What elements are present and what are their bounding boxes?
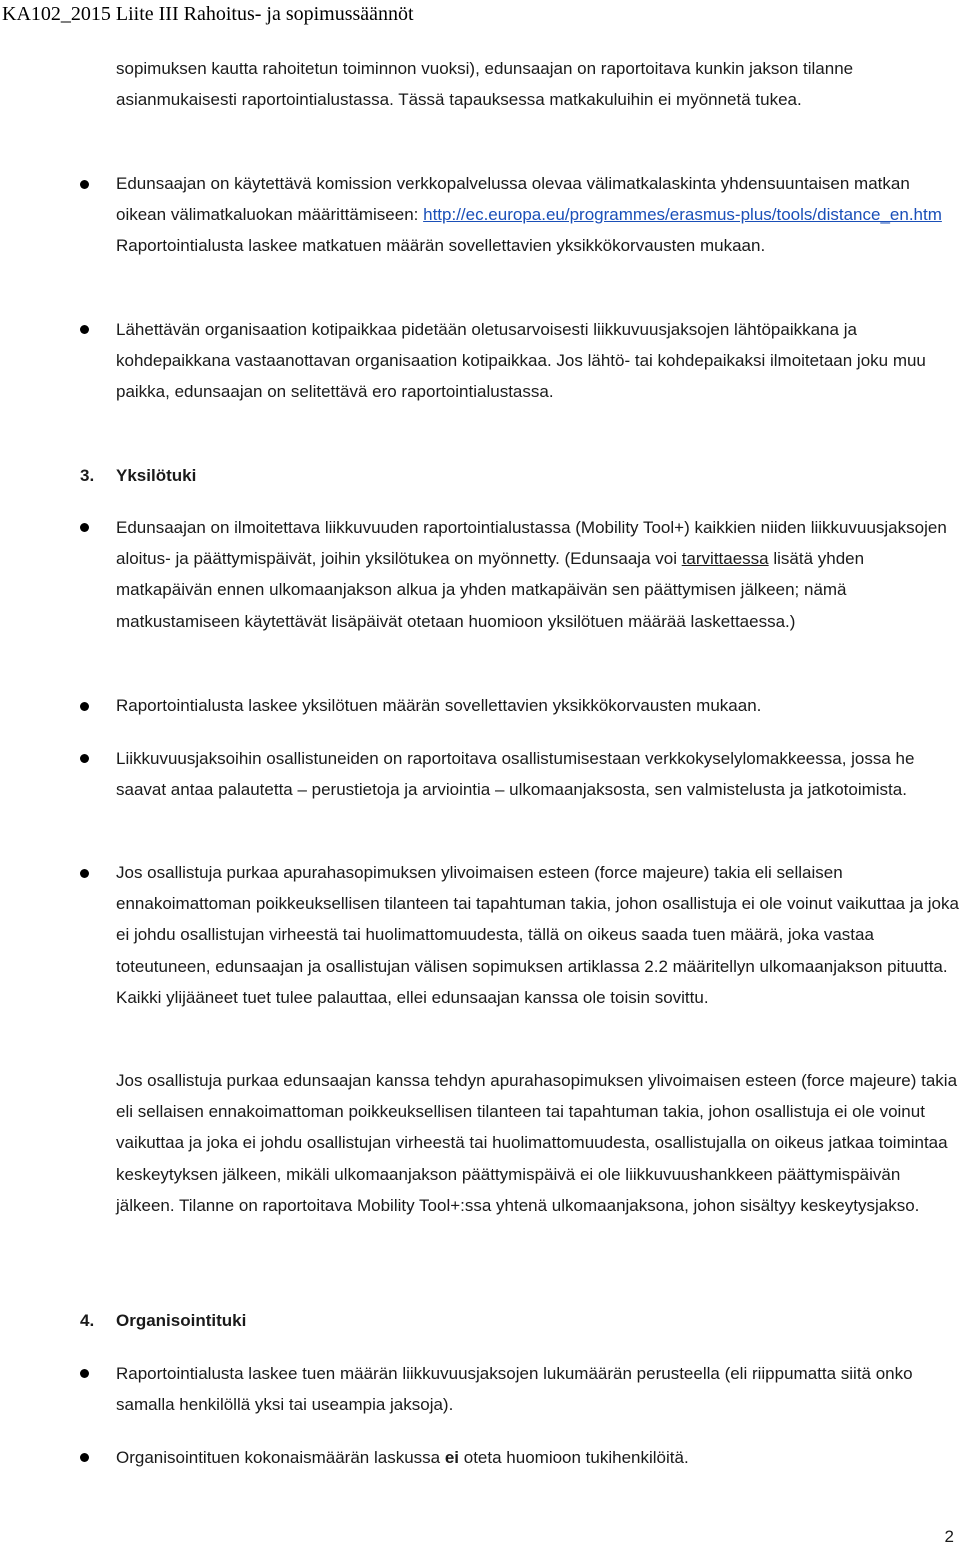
bullet-organisational-support-calc: Raportointialusta laskee tuen määrän liikkuvuusjaksojen lukumäärän perusteella (eli riippumatta siitä onko samalla henkilöllä yksi tai useampia jaksoja). <box>116 1364 913 1415</box>
bullet-icon <box>80 1369 89 1378</box>
paragraph-continuation: sopimuksen kautta rahoitetun toiminnon vuoksi), edunsaajan on raportoitava kunkin jakson tilanne asianmukaisesti raportointialustassa. Tässä tapauksessa matkakuluihin ei myönnetä tukea. <box>116 59 854 110</box>
paragraph-text: Edunsaajan on käytettävä komission verkkopalvelussa olevaa välimatkalaskinta yhdensuuntaisen matkan oikean välimatkaluokan määrittämiseen: <box>116 174 910 225</box>
section-heading-organisational-support: Organisointituki <box>116 1311 247 1330</box>
section-number: 3. <box>80 466 95 485</box>
bullet-individual-support-calc: Raportointialusta laskee yksilötuen määrän sovellettavien yksikkökorvausten mukaan. <box>116 696 762 715</box>
bullet-force-majeure: Jos osallistuja purkaa apurahasopimuksen ylivoimaisen esteen (force majeure) takia eli sellaisen ennakoimattoman poikkeuksellisen tilanteen tai tapahtuman takia, johon osallistuja ei ole voinut vaikuttaa ja joka ei johdu osallistujan virheestä tai huolimattomuudesta, tällä on oikeus saada tuen määrä, joka vastaa toteutuneen, edunsaajan ja osallistujan välisen sopimuksen artiklassa 2.2 määritellyn ulkomaanjakson pituutta. Kaikki ylijääneet tuet tulee palauttaa, ellei edunsaajan kanssa ole toisin sovittu. <box>116 863 959 1007</box>
section-heading-individual-support: Yksilötuki <box>116 466 197 485</box>
bullet-icon <box>80 180 89 189</box>
paragraph-text: lisätä yhden matkapäivän ennen ulkomaanjakson alkua ja yhden matkapäivän sen päättymisen jälkeen; nämä matkustamiseen käytettävät lisäpäivät otetaan huomioon yksilötuen määrää laskettaessa.) <box>116 549 865 631</box>
document-header: KA102_2015 Liite III Rahoitus- ja sopimussäännöt <box>2 3 414 25</box>
bullet-participant-report: Liikkuvuusjaksoihin osallistuneiden on raportoitava osallistumisestaan verkkokyselylomakkeessa, jossa he saavat antaa palautetta – perustietoja ja arviointia – ulkomaanjaksosta, sen valmistelusta ja jatkotoimista. <box>116 749 915 800</box>
distance-calculator-link[interactable]: http://ec.europa.eu/programmes/erasmus-plus/tools/distance_en.htm <box>423 205 942 225</box>
bullet-home-location: Lähettävän organisaation kotipaikkaa pidetään oletusarvoisesti liikkuvuusjaksojen lähtöpaikkana ja kohdepaikkana vastaanottavan organisaation kotipaikkaa. Jos lähtö- tai kohdepaikaksi ilmoitetaan joku muu paikka, edunsaajan on selitettävä ero raportointialustassa. <box>116 320 926 402</box>
bullet-mobility-tool-dates <box>116 512 960 637</box>
paragraph-text: Raportointialusta laskee matkatuen määrän sovellettavien yksikkökorvausten mukaan. <box>116 236 766 256</box>
bullet-support-persons <box>116 1442 960 1473</box>
bullet-icon <box>80 523 89 532</box>
bold-word: ei <box>444 1448 460 1467</box>
bullet-icon <box>80 702 89 711</box>
bullet-distance-calculator <box>116 168 960 262</box>
section-number: 4. <box>80 1311 95 1330</box>
bullet-icon <box>80 325 89 334</box>
paragraph-text: oteta huomioon tukihenkilöitä. <box>459 1448 689 1467</box>
bullet-icon <box>80 1453 89 1462</box>
paragraph-force-majeure-continuation: Jos osallistuja purkaa edunsaajan kanssa tehdyn apurahasopimuksen ylivoimaisen esteen (force majeure) takia eli sellaisen ennakoimattoman poikkeuksellisen tilanteen tai tapahtuman takia, johon osallistuja ei ole voinut vaikuttaa ja joka ei johdu osallistujan virheestä tai huolimattomuudesta, osallistujalla on oikeus jatkaa toimintaa keskeytyksen jälkeen, mikäli ulkomaanjakson päättymispäivä ei ole liikkuvuushankkeen päättymispäivän jälkeen. Tilanne on raportoitava Mobility Tool+:ssa yhtenä ulkomaanjaksona, johon sisältyy keskeytysjakso. <box>116 1071 958 1215</box>
page-number: 2 <box>944 1527 954 1546</box>
bullet-icon <box>80 869 89 878</box>
paragraph-text: Edunsaajan on ilmoitettava liikkuvuuden raportointialustassa (Mobility Tool+) kaikkien niiden liikkuvuusjaksojen aloitus- ja päättymispäivät, joihin yksilötukea on myönnetty. (Edunsaaja voi <box>116 518 947 569</box>
underlined-word: tarvittaessa <box>681 549 769 569</box>
paragraph-text: Organisointituen kokonaismäärän laskussa <box>116 1448 445 1467</box>
bullet-icon <box>80 754 89 763</box>
